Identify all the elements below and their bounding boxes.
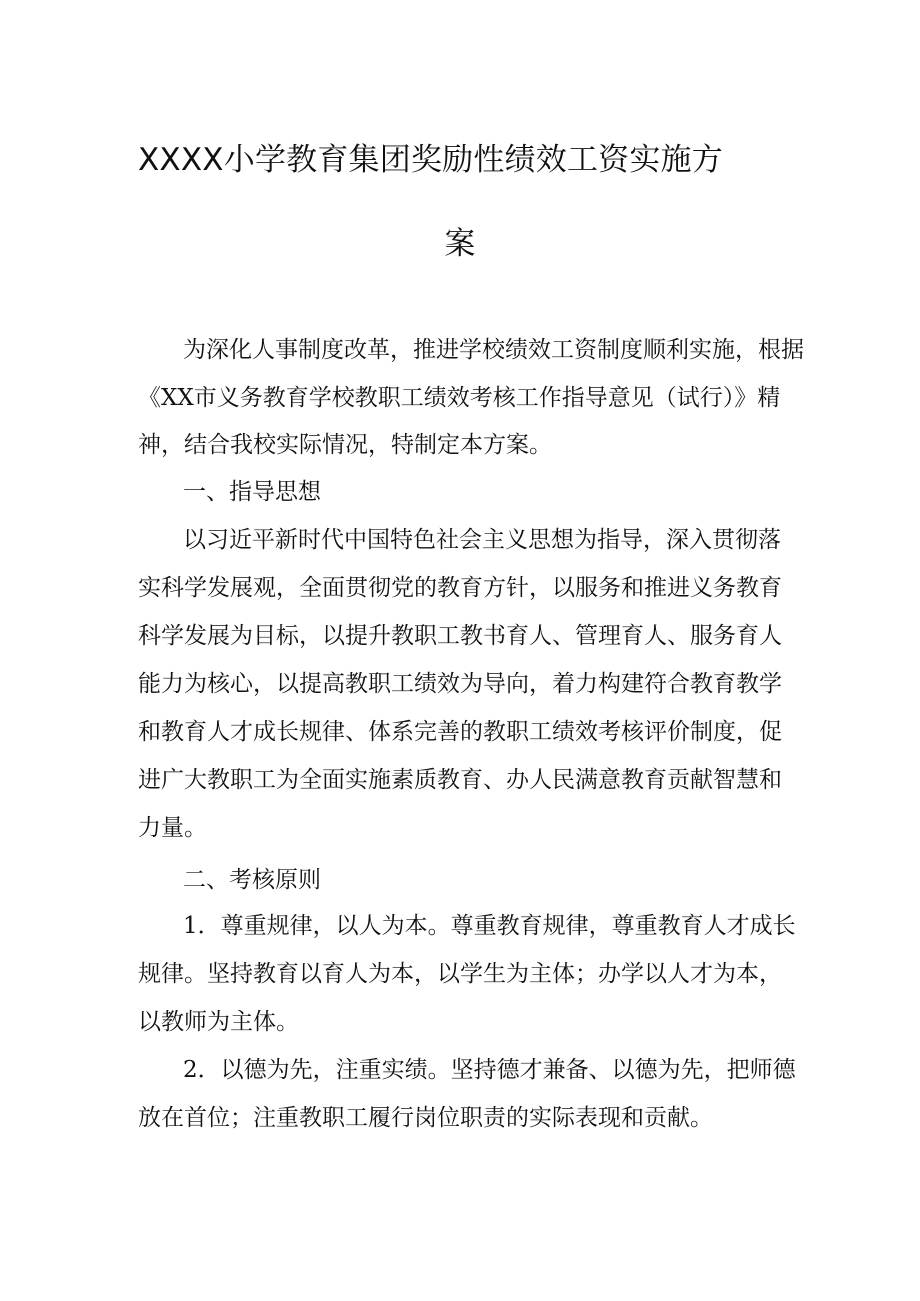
intro-line-1: 为深化人事制度改革，推进学校绩效工资制度顺利实施，根据 — [183, 337, 804, 363]
section1-line-3: 科学发展为目标，以提升教职工教书育人、管理育人、服务育人 — [138, 623, 782, 649]
intro-line-3: 神，结合我校实际情况，特制定本方案。 — [138, 432, 552, 458]
principle1-line-2: 规律。坚持教育以育人为本，以学生为主体；办学以人才为本， — [138, 961, 782, 987]
document-title-line-1: XXXX小学教育集团奖励性绩效工资实施方 — [138, 142, 723, 178]
intro-line-2: 《XX市义务教育学校教职工绩效考核工作指导意见（试行）》精 — [138, 385, 781, 411]
principle1-line-3: 以教师为主体。 — [138, 1009, 299, 1035]
section1-line-4: 能力为核心，以提高教职工绩效为导向，着力构建符合教育教学 — [138, 671, 782, 697]
principle1-line-1: 1．尊重规律，以人为本。尊重教育规律，尊重教育人才成长 — [183, 913, 796, 939]
section1-line-7: 力量。 — [138, 815, 207, 841]
principle2-line-2: 放在首位；注重教职工履行岗位职责的实际表现和贡献。 — [138, 1105, 713, 1131]
principle2-line-1: 2．以德为先，注重实绩。坚持德才兼备、以德为先，把师德 — [183, 1057, 796, 1083]
section1-line-2: 实科学发展观，全面贯彻党的教育方针，以服务和推进义务教育 — [138, 575, 782, 601]
document-title-line-2: 案 — [444, 226, 476, 262]
section-heading-assessment-principles: 二、考核原则 — [183, 867, 321, 893]
section1-line-5: 和教育人才成长规律、体系完善的教职工绩效考核评价制度，促 — [138, 719, 782, 745]
section1-line-6: 进广大教职工为全面实施素质教育、办人民满意教育贡献智慧和 — [138, 767, 782, 793]
section-heading-guiding-ideology: 一、指导思想 — [183, 479, 321, 505]
section1-line-1: 以习近平新时代中国特色社会主义思想为指导，深入贯彻落 — [183, 527, 781, 553]
